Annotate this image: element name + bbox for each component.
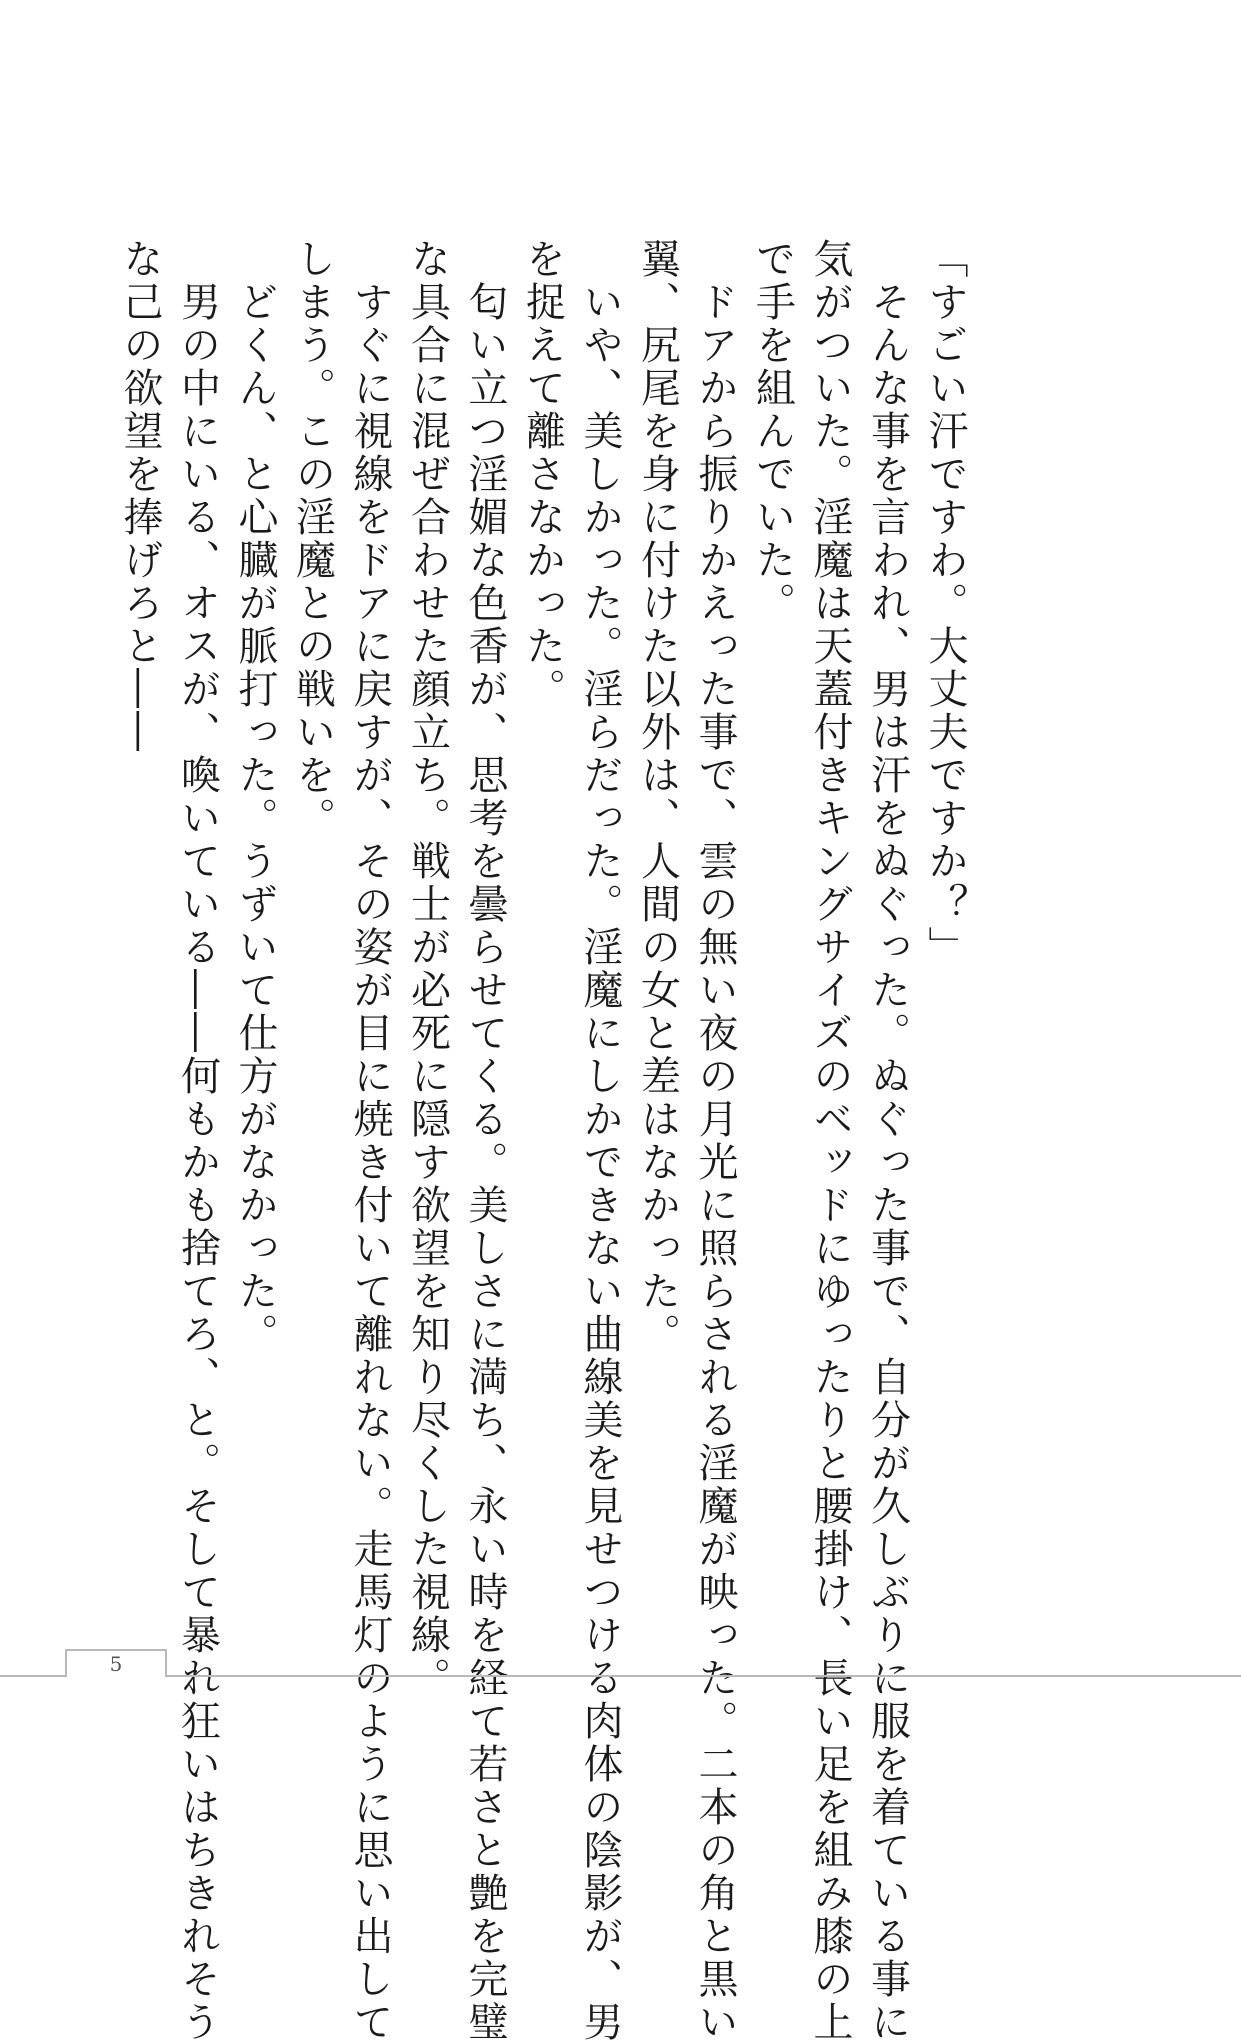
text-line: 気がついた。淫魔は天蓋付きキングサイズのベッドにゆったりと腰掛け、長い足を組み膝の上	[807, 238, 853, 2044]
text-line: どくん、と心臓が脈打った。うずいて仕方がなかった。	[232, 238, 278, 1356]
text-line: で手を組んでいた。	[749, 238, 796, 625]
text-line: な己の欲望を捧げろと――	[117, 238, 163, 754]
text-line: すぐに視線をドアに戻すが、その姿が目に焼き付いて離れない。走馬灯のように思い出して	[347, 238, 393, 2044]
footer-rule	[0, 1675, 1241, 1677]
text-line: 男の中にいる、オスが、喚いている――何もかも捨てろ、と。そして暴れ狂いはちきれそう	[174, 238, 221, 2044]
text-line: いや、美しかった。淫らだった。淫魔にしかできない曲線美を見せつける肉体の陰影が、男	[577, 238, 623, 2044]
text-line: そんな事を言われ、男は汗をぬぐった。ぬぐった事で、自分が久しぶりに服を着ている事に	[864, 238, 911, 2044]
text-line: ドアから振りかえった事で、雲の無い夜の月光に照らされる淫魔が映った。二本の角と黒い	[692, 238, 738, 2044]
text-line: 翼、尻尾を身に付けた以外は、人間の女と差はなかった。	[634, 238, 681, 1356]
text-line: しまう。この淫魔との戦いを。	[289, 238, 336, 840]
text-line: 匂い立つ淫媚な色香が、思考を曇らせてくる。美しさに満ち、永い時を経て若さと艶を完璧	[462, 238, 508, 2044]
page-number-tab	[65, 1649, 167, 1677]
text-line: を捉えて離さなかった。	[519, 238, 566, 711]
page-number: 5	[109, 1652, 123, 1676]
text-line: な具合に混ぜ合わせた顔立ち。戦士が必死に隠す欲望を知り尽くした視線。	[404, 238, 451, 1700]
body-text	[111, 238, 974, 2044]
text-line: 「すごい汗ですわ。大丈夫ですか？」	[922, 238, 968, 969]
